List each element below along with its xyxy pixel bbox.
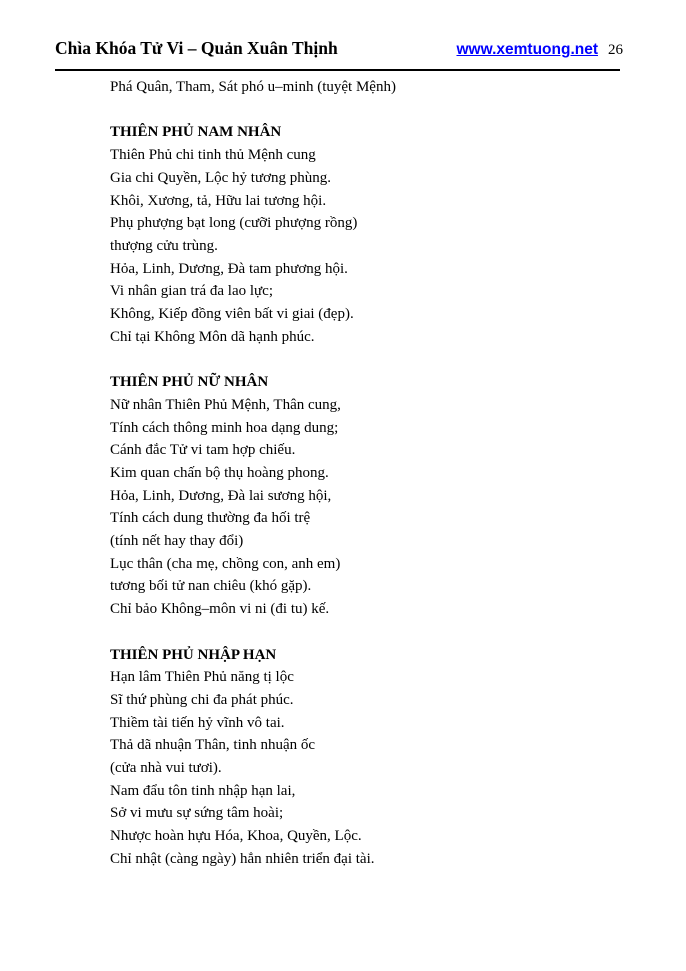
verse-section: [110, 121, 630, 348]
verse-line: Thiên Phủ chi tinh thủ Mệnh cung: [110, 147, 316, 164]
verse-line: Hỏa, Linh, Dương, Đà lai sương hội,: [110, 487, 332, 504]
verse-line: tương bối tử nan chiêu (khó gặp).: [110, 578, 312, 595]
verse-line: Hạn lâm Thiên Phủ năng tị lộc: [110, 669, 294, 686]
page-header: [55, 38, 623, 59]
verse-line: Tính cách thông minh hoa dạng dung;: [110, 419, 339, 436]
verse-line: Hỏa, Linh, Dương, Đà tam phương hội.: [110, 260, 348, 277]
section-heading: THIÊN PHỦ NAM NHÂN: [110, 124, 282, 141]
verse-line: Thiềm tài tiến hỷ vĩnh vô tai.: [110, 714, 285, 731]
header-divider: [55, 69, 620, 71]
verse-line: (tính nết hay thay đổi): [110, 533, 244, 550]
verse-line: (cửa nhà vui tươi).: [110, 760, 222, 777]
verse-line: Chỉ nhật (càng ngày) hẳn nhiên triển đại tài.: [110, 850, 375, 867]
verse-line: Thả dã nhuận Thân, tinh nhuận ốc: [110, 737, 316, 754]
verse-line: Nữ nhân Thiên Phủ Mệnh, Thân cung,: [110, 396, 341, 413]
verse-section: [110, 371, 630, 621]
intro-verse-line: Phá Quân, Tham, Sát phó u–minh (tuyệt Mệnh): [110, 79, 396, 95]
page-content: [110, 76, 630, 871]
website-link[interactable]: www.xemtuong.net: [456, 41, 598, 58]
section-heading: THIÊN PHỦ NỮ NHÂN: [110, 374, 269, 391]
verse-line: Vi nhân gian trá đa lao lực;: [110, 283, 274, 300]
verse-line: Lục thân (cha mẹ, chồng con, anh em): [110, 555, 341, 572]
verse-line: Không, Kiếp đồng viên bất vi giai (đẹp).: [110, 306, 354, 323]
document-title: Chìa Khóa Tử Vi – Quản Xuân Thịnh: [55, 38, 338, 58]
verse-line: Chỉ bảo Không–môn vi ni (đi tu) kế.: [110, 601, 330, 618]
page-number: 26: [608, 42, 623, 58]
verse-line: Nam đẩu tôn tinh nhập hạn lai,: [110, 782, 296, 799]
verse-line: Kim quan chấn bộ thụ hoàng phong.: [110, 464, 329, 481]
verse-line: Tính cách dung thường đa hối trệ: [110, 510, 311, 527]
verse-line: Khôi, Xương, tả, Hữu lai tương hội.: [110, 192, 327, 209]
verse-line: thượng cửu trùng.: [110, 237, 218, 254]
section-heading: THIÊN PHỦ NHẬP HẠN: [110, 646, 277, 663]
verse-line: Phụ phượng bạt long (cưỡi phượng rồng): [110, 215, 358, 232]
verse-section: [110, 644, 630, 871]
verse-line: Sĩ thứ phùng chi đa phát phúc.: [110, 691, 294, 708]
verse-line: Sở vi mưu sự sứng tâm hoài;: [110, 805, 284, 822]
verse-line: Cánh đắc Tử vi tam hợp chiếu.: [110, 442, 296, 459]
verse-line: Chỉ tại Không Môn dã hạnh phúc.: [110, 328, 315, 345]
verse-sections: [110, 121, 630, 870]
verse-line: Nhược hoàn hựu Hóa, Khoa, Quyền, Lộc.: [110, 828, 362, 845]
verse-line: Gia chi Quyền, Lộc hỷ tương phùng.: [110, 169, 332, 186]
